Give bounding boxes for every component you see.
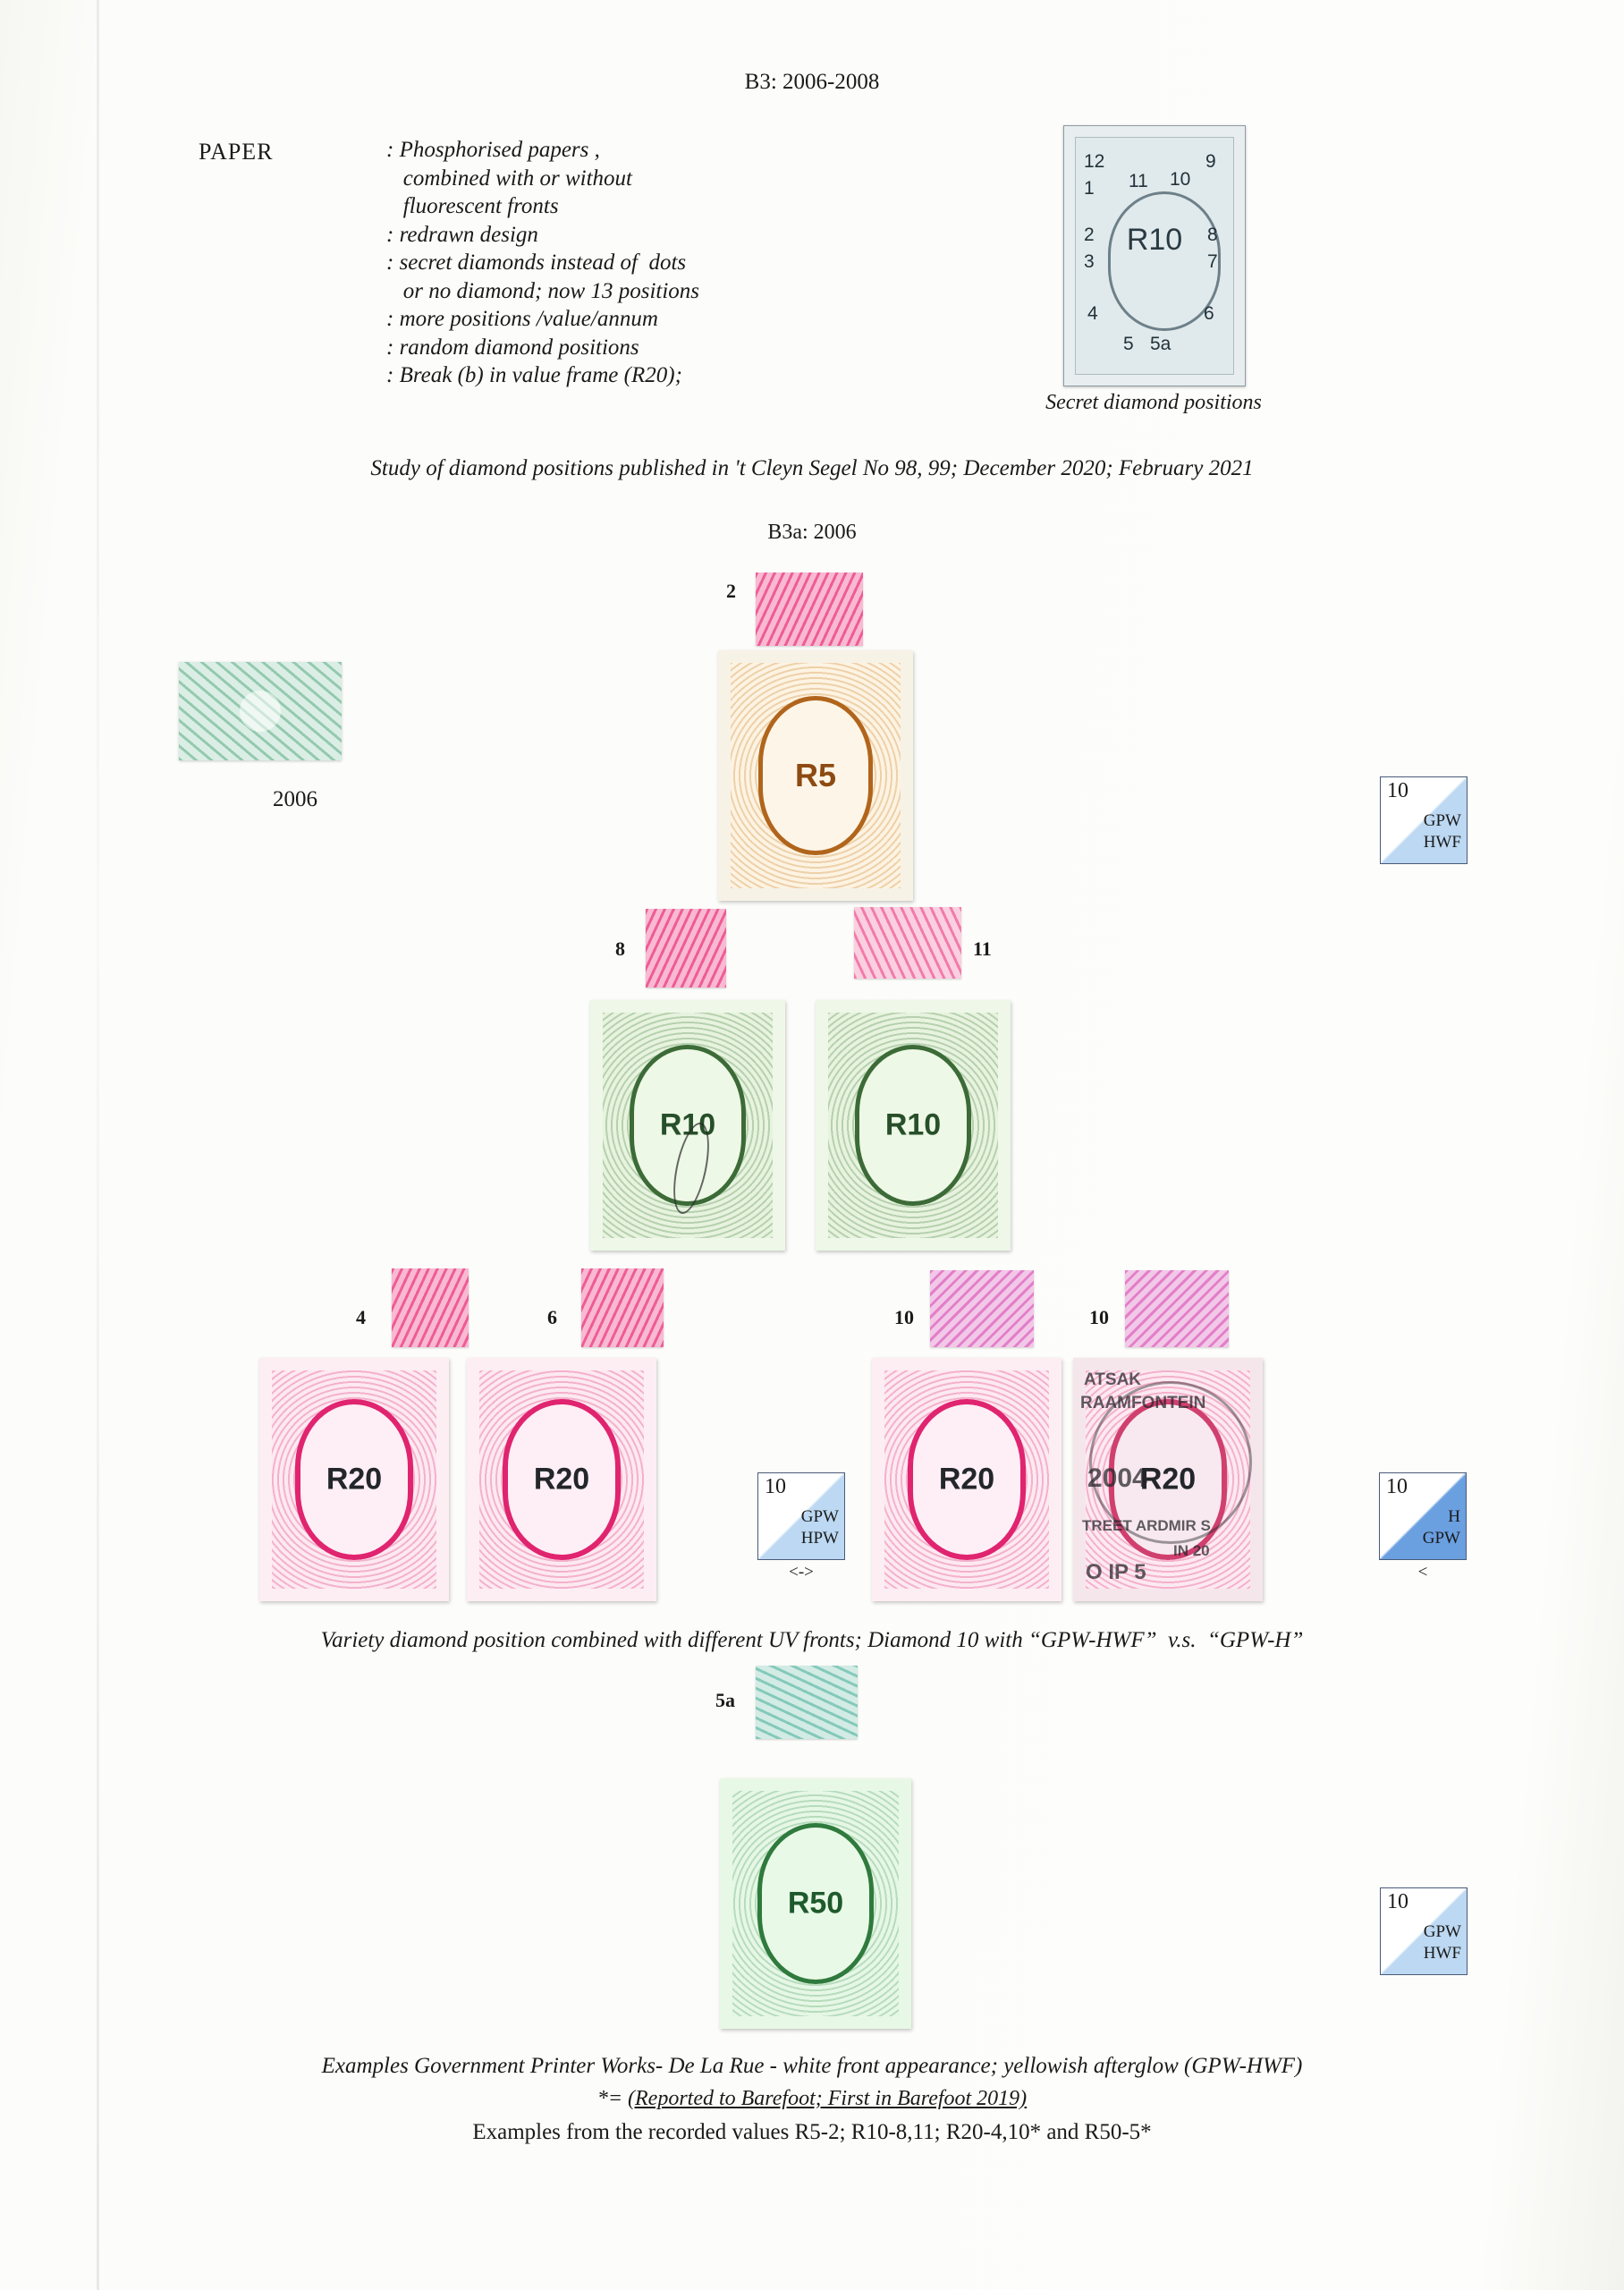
key-box-line1: GPW [1423,1922,1461,1941]
paper-label: PAPER [199,139,274,165]
paper-swatch-year-label: 2006 [273,787,317,811]
uv-fragment-4-label: 4 [356,1306,366,1328]
key-box-line2: HPW [800,1529,839,1548]
secret-diamond-caption: Secret diamond positions [1045,391,1262,414]
key-box-mid-right [1379,1472,1467,1582]
cancel-line-6: O IP 5 [1086,1560,1146,1584]
diamond-position-4: 4 [1087,303,1098,324]
examples-caption-2-prefix: *= [596,2087,629,2110]
diamond-position-5: 5 [1123,334,1134,354]
uv-fragment-10a-label: 10 [894,1306,914,1328]
key-box-top-right [1380,776,1468,864]
uv-fragment-8 [646,909,726,988]
stamp-r20-used [1073,1358,1263,1601]
study-note: Study of diamond positions published in 't Cleyn Segel No 98, 99; December 2020; February 2021 [370,456,1254,480]
cancel-line-2: RAAMFONTEIN [1080,1394,1206,1412]
uv-fragment-6 [581,1268,664,1347]
stamp-r10-11-design [828,1013,998,1238]
diamond-position-11: 11 [1129,171,1148,191]
examples-caption-1: Examples Government Printer Works- De La Rue - white front appearance; yellowish afterglow (GPW-HWF) [321,2054,1303,2078]
paper-line: : random diamond positions [386,335,639,360]
examples-caption-2-underlined: (Reported to Barefoot; First in Barefoot 2019) [628,2087,1028,2110]
paper-line: fluorescent fronts [386,194,559,218]
key-box-line1: H [1448,1507,1460,1526]
diamond-position-10: 10 [1170,169,1191,190]
diamond-position-3: 3 [1084,251,1095,272]
page-title: B3: 2006-2008 [744,70,880,94]
key-box-bottom-right [1380,1887,1468,1975]
key-box-mid-center [757,1472,845,1582]
uv-fragment-5a-label: 5a [715,1689,735,1711]
stamp-r10-8-design [603,1013,773,1238]
examples-caption-2 [0,2087,1624,2111]
key-box-line2: HWF [1423,833,1461,852]
cancel-line-3: 2004 [1087,1463,1147,1493]
key-box-number: 10 [765,1475,786,1498]
stamp-r20-10-design [884,1370,1049,1589]
paper-line: or no diamond; now 13 positions [386,278,700,303]
diamond-position-12: 12 [1084,151,1105,172]
uv-fragment-8-label: 8 [615,937,625,960]
uv-fragment-2 [756,572,863,646]
uv-fragment-11 [854,907,961,979]
key-box-line1: GPW [1423,811,1461,830]
key-box-number: 10 [1387,779,1408,802]
paper-swatch-2006 [179,662,342,760]
uv-fragment-11-label: 11 [973,937,992,960]
section-title-b3a: B3a: 2006 [767,521,857,544]
uv-fragment-10b [1125,1270,1229,1347]
diamond-position-6: 6 [1204,303,1214,324]
stamp-r20-10 [872,1358,1062,1601]
cancel-line-4: TREET ARDMIR S [1082,1517,1211,1534]
diamond-position-9: 9 [1205,151,1216,172]
stamp-r5-design [731,663,901,888]
diamond-position-1: 1 [1084,178,1095,199]
stamp-r20-4-design [272,1370,436,1589]
paper-line: : Phosphorised papers , [386,138,600,162]
cancel-line-5: IN 20 [1173,1542,1210,1559]
cancel-line-1: ATSAK [1084,1370,1142,1389]
stamp-r20-6 [467,1358,656,1601]
secret-diamond-value: R10 [1126,223,1183,257]
stamp-r20-4-value: R20 [326,1462,383,1497]
paper-line: : redrawn design [386,222,538,247]
stamp-r20-6-design [479,1370,644,1589]
paper-line: : more positions /value/annum [386,307,658,331]
uv-fragment-4 [392,1268,469,1347]
secret-diamond-diagram [1063,125,1246,386]
stamp-r10-11 [816,1000,1011,1251]
key-box-number: 10 [1386,1475,1408,1498]
stamp-r10-8-value: R10 [659,1107,716,1142]
stamp-r50 [720,1778,911,2029]
diamond-position-7: 7 [1207,251,1218,272]
key-box-line1: GPW [800,1507,839,1526]
stamp-r20-10-value: R20 [938,1462,995,1497]
uv-fragment-6-label: 6 [547,1306,557,1328]
uv-fragment-10a [930,1270,1034,1347]
key-box-line2: GPW [1422,1529,1460,1548]
stamp-r20-used-value: R20 [1139,1462,1197,1497]
variety-caption: Variety diamond position combined with different UV fronts; Diamond 10 with “GPW-HWF” v.s. “GPW-H” [320,1628,1304,1652]
stamp-r5-value: R5 [794,757,837,793]
diamond-position-8: 8 [1207,225,1218,245]
paper-line: combined with or without [386,165,632,191]
uv-fragment-2-label: 2 [726,580,736,602]
stamp-r50-value: R50 [787,1886,844,1921]
stamp-r20-4 [259,1358,449,1601]
paper-description-list [386,136,699,390]
key-box-mark: <-> [789,1563,814,1582]
diamond-position-2: 2 [1084,225,1095,245]
key-box-mark: < [1417,1563,1428,1582]
key-box-line2: HWF [1423,1944,1461,1963]
cancel-circle [1089,1381,1252,1544]
uv-fragment-10b-label: 10 [1089,1306,1109,1328]
paper-line: : secret diamonds instead of dots [386,250,687,275]
stamp-r5 [718,650,913,901]
uv-fragment-5a [756,1666,858,1739]
stamp-r20-6-value: R20 [533,1462,590,1497]
examples-caption-3: Examples from the recorded values R5-2; R10-8,11; R20-4,10* and R50-5* [472,2120,1152,2144]
stamp-r10-8 [590,1000,785,1251]
stamp-r50-design [732,1791,899,2016]
paper-line: : Break (b) in value frame (R20); [386,363,682,387]
stamp-r10-11-value: R10 [884,1107,942,1142]
key-box-number: 10 [1387,1890,1408,1913]
diamond-position-5a: 5a [1150,334,1171,354]
